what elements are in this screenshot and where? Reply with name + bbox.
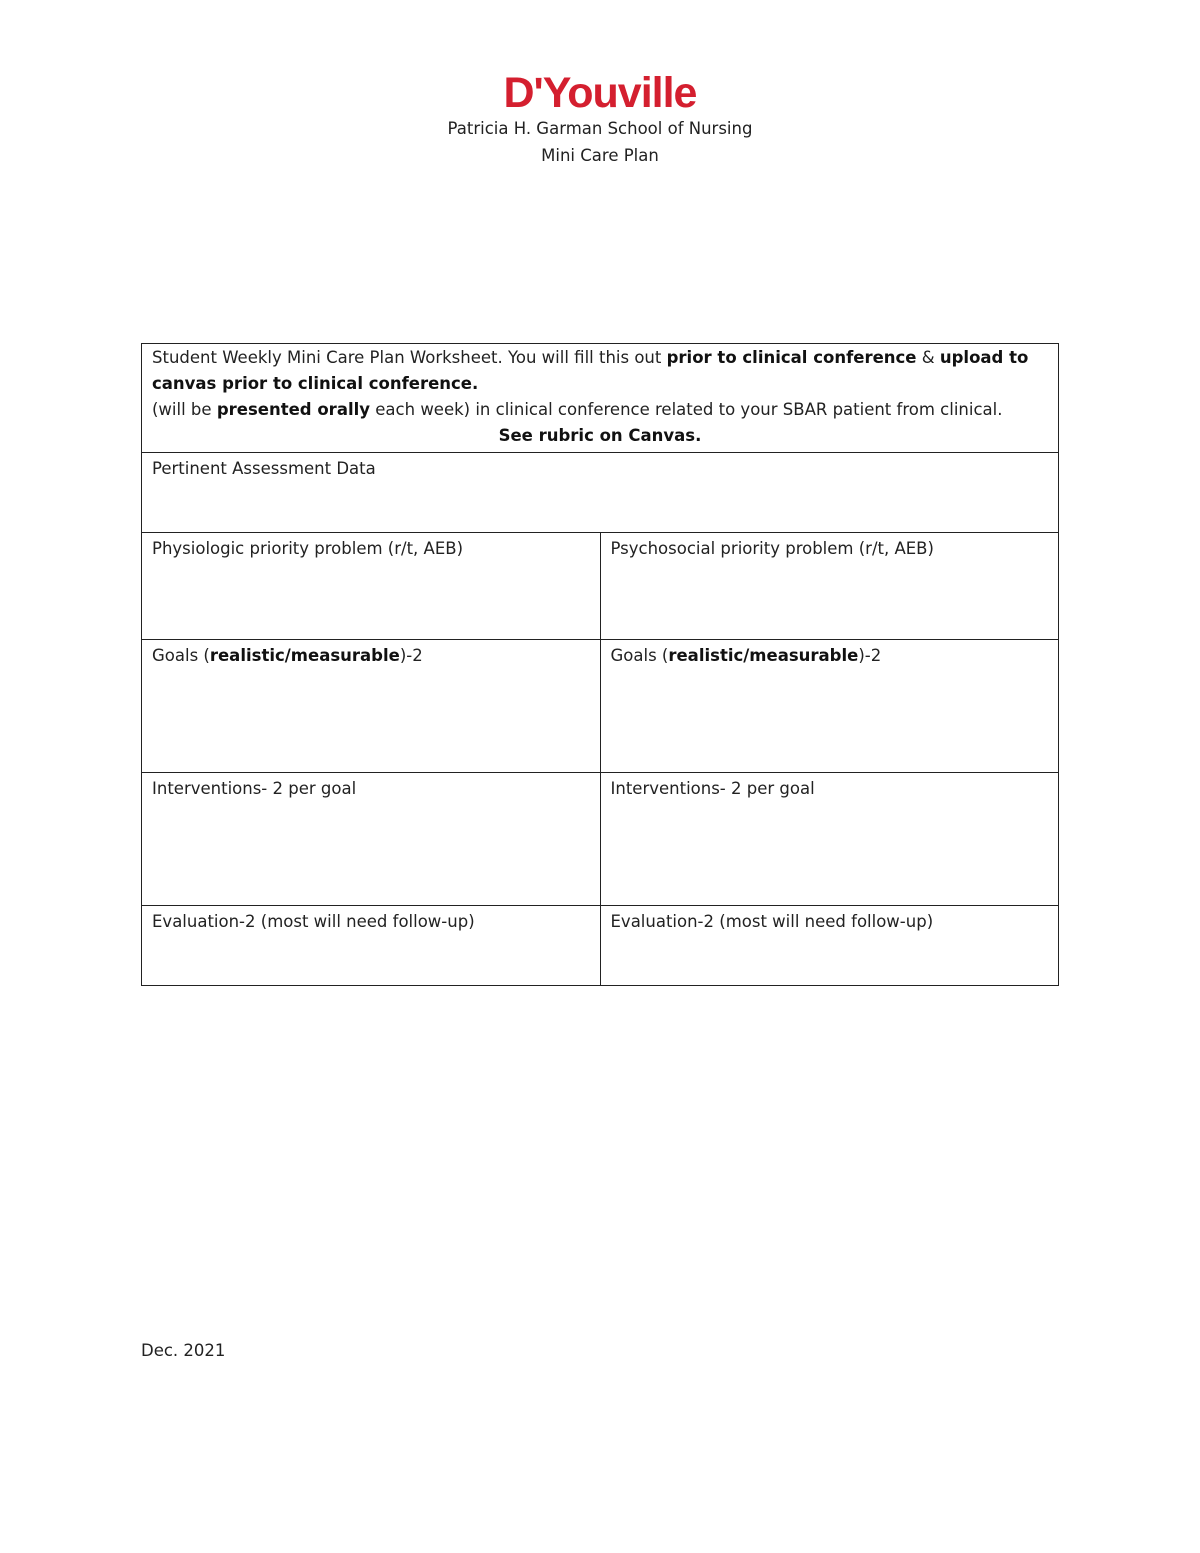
intro-text-3: (will be (152, 400, 217, 419)
rubric-note: See rubric on Canvas. (498, 426, 702, 445)
intro-text-4: each week) in clinical conference related to your SBAR patient from clinical. (370, 400, 1003, 419)
dyouville-logo (0, 66, 1200, 120)
physiologic-evaluation-cell[interactable] (142, 906, 601, 986)
psychosocial-problem-cell[interactable] (600, 533, 1059, 640)
logo-text: D'Youville (503, 69, 697, 117)
assessment-data-cell[interactable] (142, 453, 1059, 533)
physiologic-goals-cell[interactable] (142, 640, 601, 773)
goals-prefix: Goals ( (610, 646, 669, 665)
intro-bold-2: upload to canvas prior to clinical conference. (152, 348, 1029, 393)
psychosocial-evaluation-cell[interactable] (600, 906, 1059, 986)
physiologic-interventions-cell[interactable] (142, 773, 601, 906)
psychosocial-problem-label: Psychosocial priority problem (r/t, AEB) (610, 539, 934, 558)
interventions-label: Interventions- 2 per goal (152, 779, 357, 798)
care-plan-table (141, 343, 1059, 986)
physiologic-problem-cell[interactable] (142, 533, 601, 640)
physiologic-problem-label: Physiologic priority problem (r/t, AEB) (152, 539, 464, 558)
intro-text-2: & (916, 348, 940, 367)
evaluation-label: Evaluation-2 (most will need follow-up) (610, 912, 934, 931)
goals-suffix: )-2 (399, 646, 423, 665)
worksheet-instructions (142, 344, 1059, 453)
intro-bold-3: presented orally (216, 400, 371, 419)
school-name: Patricia H. Garman School of Nursing (447, 119, 753, 138)
assessment-data-label: Pertinent Assessment Data (152, 459, 376, 478)
intro-text-1: Student Weekly Mini Care Plan Worksheet. You will fill this out (152, 348, 667, 367)
revision-date: Dec. 2021 (141, 1341, 226, 1360)
goals-bold: realistic/measurable (209, 646, 400, 665)
document-title: Mini Care Plan (541, 146, 659, 165)
interventions-label: Interventions- 2 per goal (610, 779, 815, 798)
intro-bold-1: prior to clinical conference (666, 348, 917, 367)
evaluation-label: Evaluation-2 (most will need follow-up) (152, 912, 475, 931)
goals-suffix: )-2 (858, 646, 882, 665)
psychosocial-interventions-cell[interactable] (600, 773, 1059, 906)
psychosocial-goals-cell[interactable] (600, 640, 1059, 773)
goals-bold: realistic/measurable (668, 646, 859, 665)
goals-prefix: Goals ( (152, 646, 210, 665)
